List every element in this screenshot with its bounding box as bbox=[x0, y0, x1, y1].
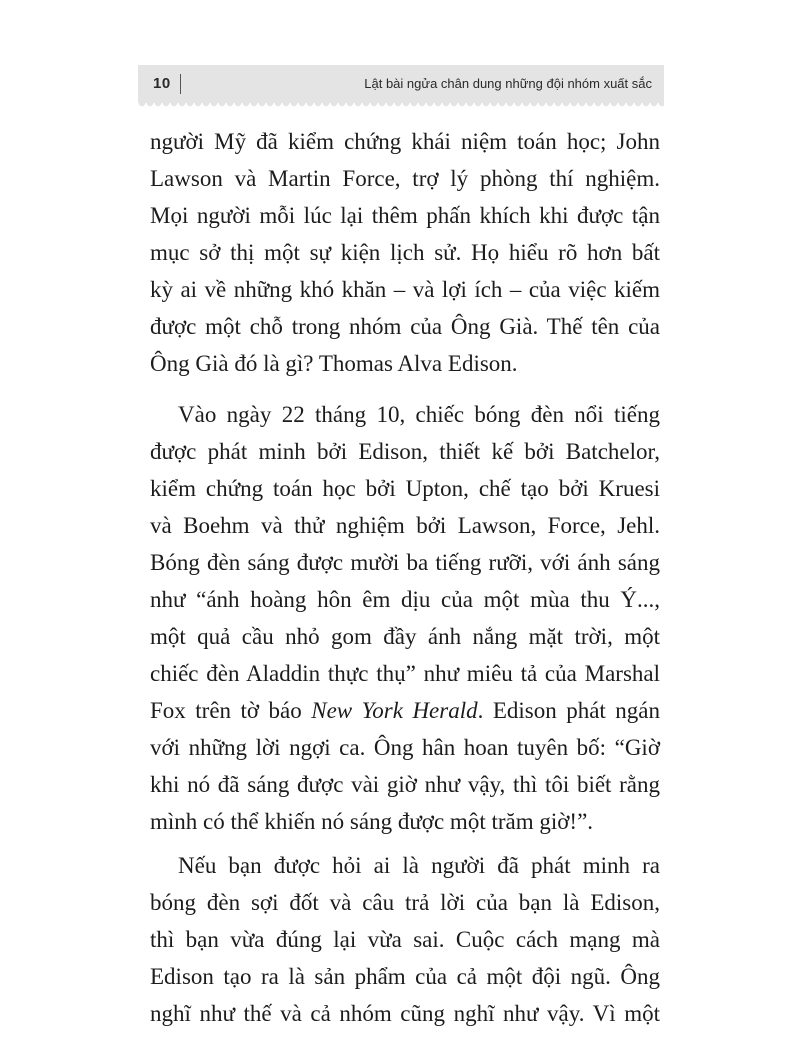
text-line: như “ánh hoàng hôn êm dịu của một mùa thu Ý..., bbox=[150, 587, 660, 612]
text-line: được phát minh bởi Edison, thiết kế bởi Batchelor, bbox=[150, 439, 660, 464]
paragraph-3 bbox=[150, 847, 660, 1032]
text-line: chiếc đèn Aladdin thực thụ” như miêu tả của Marshal bbox=[150, 661, 660, 686]
text-line: mình có thể khiến nó sáng được một trăm giờ!”. bbox=[150, 809, 594, 834]
paragraph-1 bbox=[150, 123, 660, 382]
text-line: nghĩ như thế và cả nhóm cũng nghĩ như vậy. Vì một bbox=[150, 1001, 660, 1026]
page-number: 10 bbox=[153, 75, 171, 92]
text-line: Edison tạo ra là sản phẩm của cả một đội ngũ. Ông bbox=[150, 964, 660, 989]
text-segment: . Edison phát ngán bbox=[477, 698, 661, 723]
text-segment: Fox trên tờ báo bbox=[150, 698, 312, 723]
newspaper-title: New York Herald bbox=[311, 698, 478, 723]
text-line: Ông Già đó là gì? Thomas Alva Edison. bbox=[150, 351, 518, 376]
text-line: với những lời ngợi ca. Ông hân hoan tuyên bố: “Giờ bbox=[150, 735, 660, 760]
text-line: thì bạn vừa đúng lại vừa sai. Cuộc cách mạng mà bbox=[150, 927, 660, 952]
text-line: Nếu bạn được hỏi ai là người đã phát minh ra bbox=[178, 853, 660, 878]
running-header bbox=[138, 65, 664, 103]
text-line bbox=[150, 692, 660, 729]
text-line: mục sở thị một sự kiện lịch sử. Họ hiểu rõ hơn bất bbox=[150, 240, 660, 265]
text-line: và Boehm và thử nghiệm bởi Lawson, Force, Jehl. bbox=[150, 513, 660, 538]
text-line: được một chỗ trong nhóm của Ông Già. Thế tên của bbox=[150, 314, 660, 339]
text-line: kiểm chứng toán học bởi Upton, chế tạo bởi Kruesi bbox=[150, 476, 660, 501]
text-line: một quả cầu nhỏ gom đầy ánh nắng mặt trời, một bbox=[150, 624, 660, 649]
text-line: kỳ ai về những khó khăn – và lợi ích – của việc kiếm bbox=[150, 277, 660, 302]
header-divider bbox=[180, 74, 181, 94]
running-title: Lật bài ngửa chân dung những đội nhóm xuất sắc bbox=[364, 76, 652, 91]
text-line: khi nó đã sáng được vài giờ như vậy, thì tôi biết rằng bbox=[150, 772, 660, 797]
text-line: bóng đèn sợi đốt và câu trả lời của bạn là Edison, bbox=[150, 890, 660, 915]
text-line: Bóng đèn sáng được mười ba tiếng rưỡi, với ánh sáng bbox=[150, 550, 660, 575]
text-line: Lawson và Martin Force, trợ lý phòng thí nghiệm. bbox=[150, 166, 660, 191]
text-line: Vào ngày 22 tháng 10, chiếc bóng đèn nổi tiếng bbox=[178, 402, 660, 427]
text-line: người Mỹ đã kiểm chứng khái niệm toán học; John bbox=[150, 129, 660, 154]
paragraph-2 bbox=[150, 396, 660, 840]
text-line: Mọi người mỗi lúc lại thêm phấn khích khi được tận bbox=[150, 203, 660, 228]
